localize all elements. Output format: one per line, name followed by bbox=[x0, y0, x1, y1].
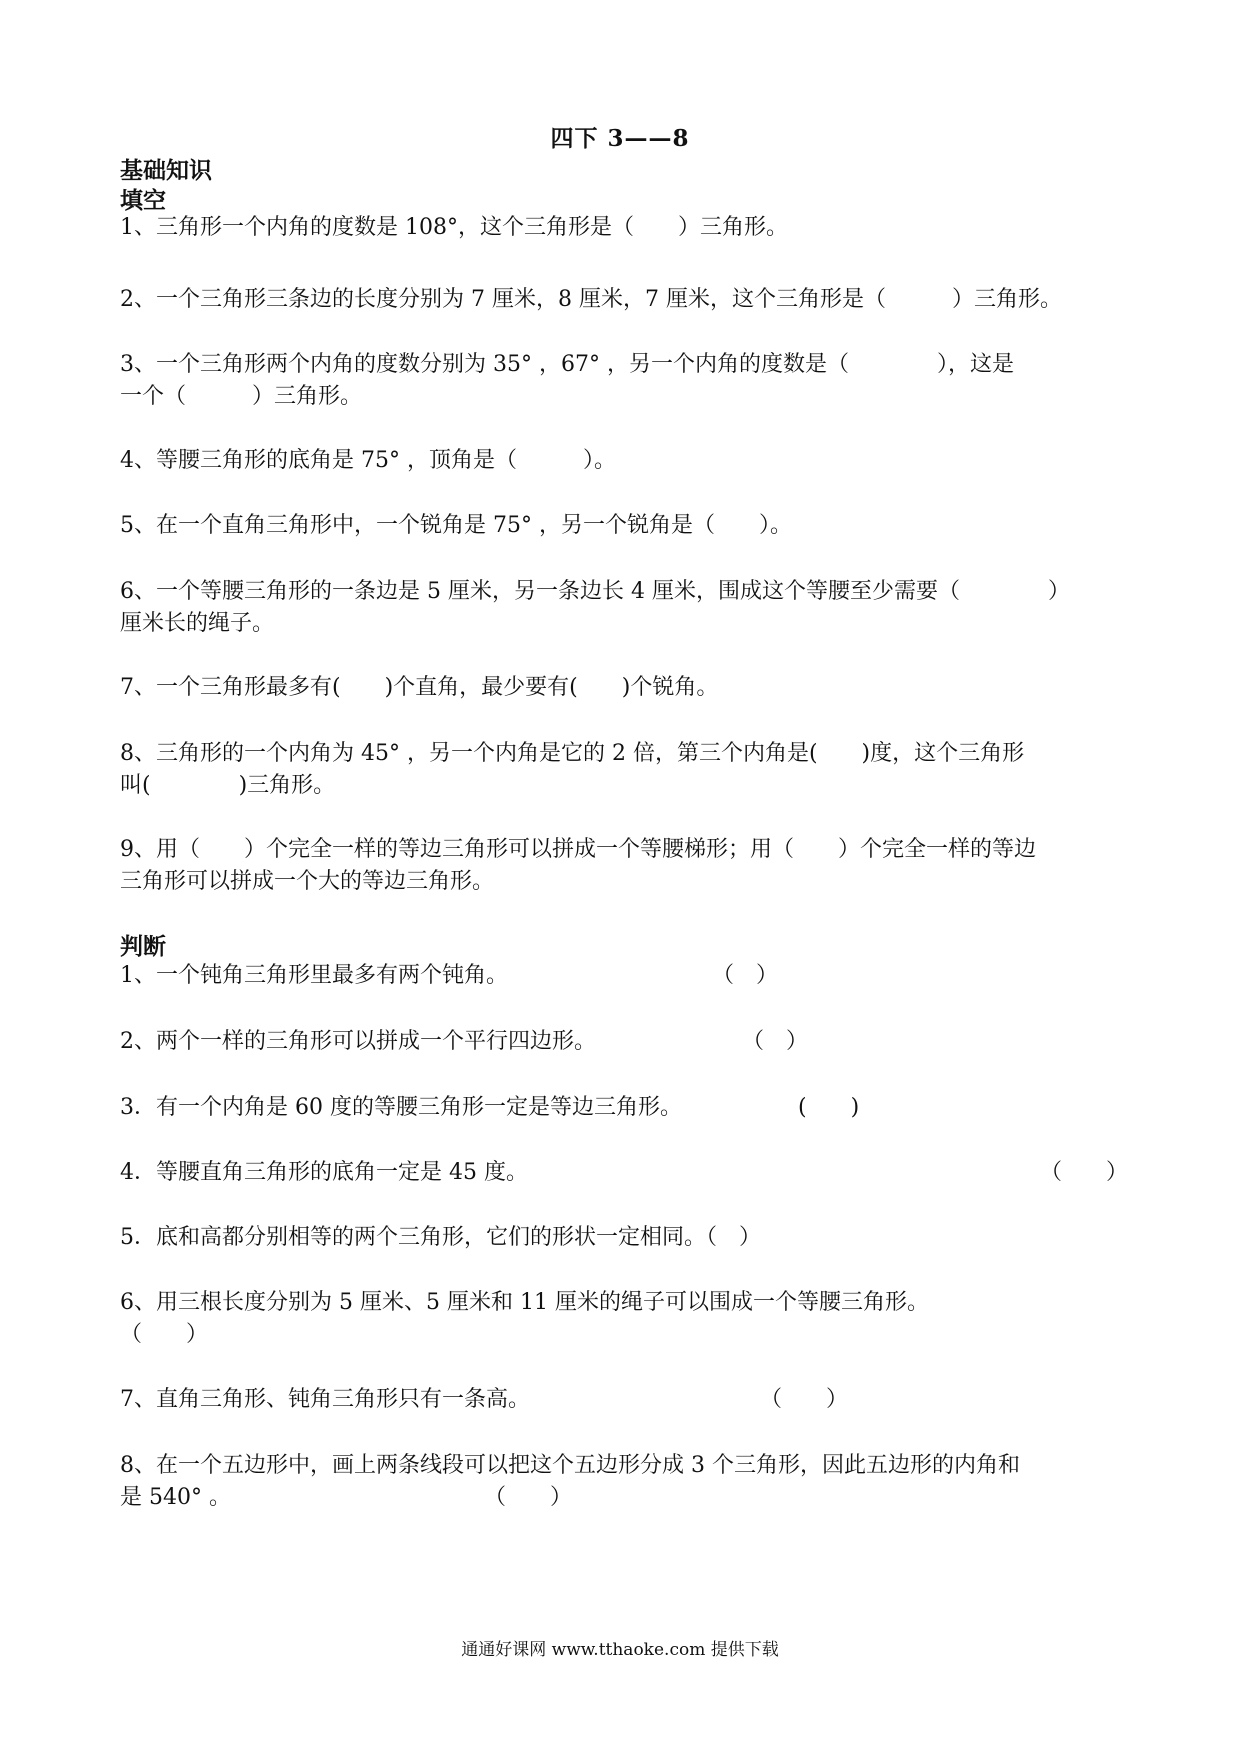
judge-item-7-paren: （ ） bbox=[760, 1387, 849, 1412]
fill-item-7: 7、一个三角形最多有( )个直角，最少要有( )个锐角。 bbox=[120, 675, 719, 700]
fill-item-2: 2、一个三角形三条边的长度分别为 7 厘米，8 厘米，7 厘米，这个三角形是（ ）三角形。 bbox=[120, 287, 1062, 312]
judge-item-8-line-2: 是 540° 。 bbox=[120, 1485, 231, 1510]
page-title: 四下 3——8 bbox=[550, 125, 690, 152]
judge-item-3: 3．有一个内角是 60 度的等腰三角形一定是等边三角形。 bbox=[120, 1095, 682, 1120]
judge-item-6-paren: （ ） bbox=[120, 1322, 209, 1347]
judge-item-5: 5．底和高都分别相等的两个三角形，它们的形状一定相同。（ ） bbox=[120, 1225, 761, 1250]
judge-item-3-paren: ( ) bbox=[798, 1095, 860, 1120]
section-heading-judge: 判断 bbox=[120, 933, 166, 960]
judge-item-7: 7、直角三角形、钝角三角形只有一条高。 bbox=[120, 1387, 530, 1412]
judge-item-1: 1、一个钝角三角形里最多有两个钝角。 bbox=[120, 963, 508, 988]
fill-item-5: 5、在一个直角三角形中，一个锐角是 75° ，另一个锐角是（ ）。 bbox=[120, 513, 792, 538]
fill-item-8-line-2: 叫( )三角形。 bbox=[120, 773, 336, 798]
judge-item-8-paren: （ ） bbox=[484, 1485, 573, 1510]
fill-item-3-line-2: 一个（ ）三角形。 bbox=[120, 384, 363, 409]
fill-item-4: 4、等腰三角形的底角是 75° ，顶角是（ ）。 bbox=[120, 448, 616, 473]
judge-item-2: 2、两个一样的三角形可以拼成一个平行四边形。 bbox=[120, 1029, 596, 1054]
section-heading-basic: 基础知识 bbox=[120, 157, 212, 184]
judge-item-6: 6、用三根长度分别为 5 厘米、5 厘米和 11 厘米的绳子可以围成一个等腰三角形。 bbox=[120, 1290, 929, 1315]
fill-item-1: 1、三角形一个内角的度数是 108°，这个三角形是（ ）三角形。 bbox=[120, 215, 788, 240]
fill-item-6-line-2: 厘米长的绳子。 bbox=[120, 611, 275, 636]
judge-item-8-line-1: 8、在一个五边形中，画上两条线段可以把这个五边形分成 3 个三角形，因此五边形的内角和 bbox=[120, 1453, 1020, 1478]
judge-item-2-paren: （ ） bbox=[742, 1029, 809, 1054]
page-footer: 通通好课网 www.tthaoke.com 提供下载 bbox=[461, 1640, 779, 1660]
judge-item-4-paren: （ ） bbox=[1040, 1160, 1129, 1185]
section-heading-fill: 填空 bbox=[120, 187, 166, 214]
fill-item-8-line-1: 8、三角形的一个内角为 45° ，另一个内角是它的 2 倍，第三个内角是( )度，这个三角形 bbox=[120, 741, 1025, 766]
judge-item-4: 4．等腰直角三角形的底角一定是 45 度。 bbox=[120, 1160, 528, 1185]
fill-item-9-line-2: 三角形可以拼成一个大的等边三角形。 bbox=[120, 869, 495, 894]
fill-item-3-line-1: 3、一个三角形两个内角的度数分别为 35° ，67° ，另一个内角的度数是（ ），这是 bbox=[120, 352, 1014, 377]
judge-item-1-paren: （ ） bbox=[712, 963, 779, 988]
fill-item-9-line-1: 9、用（ ）个完全一样的等边三角形可以拼成一个等腰梯形；用（ ）个完全一样的等边 bbox=[120, 837, 1037, 862]
fill-item-6-line-1: 6、一个等腰三角形的一条边是 5 厘米，另一条边长 4 厘米，围成这个等腰至少需要（ ） bbox=[120, 579, 1070, 604]
